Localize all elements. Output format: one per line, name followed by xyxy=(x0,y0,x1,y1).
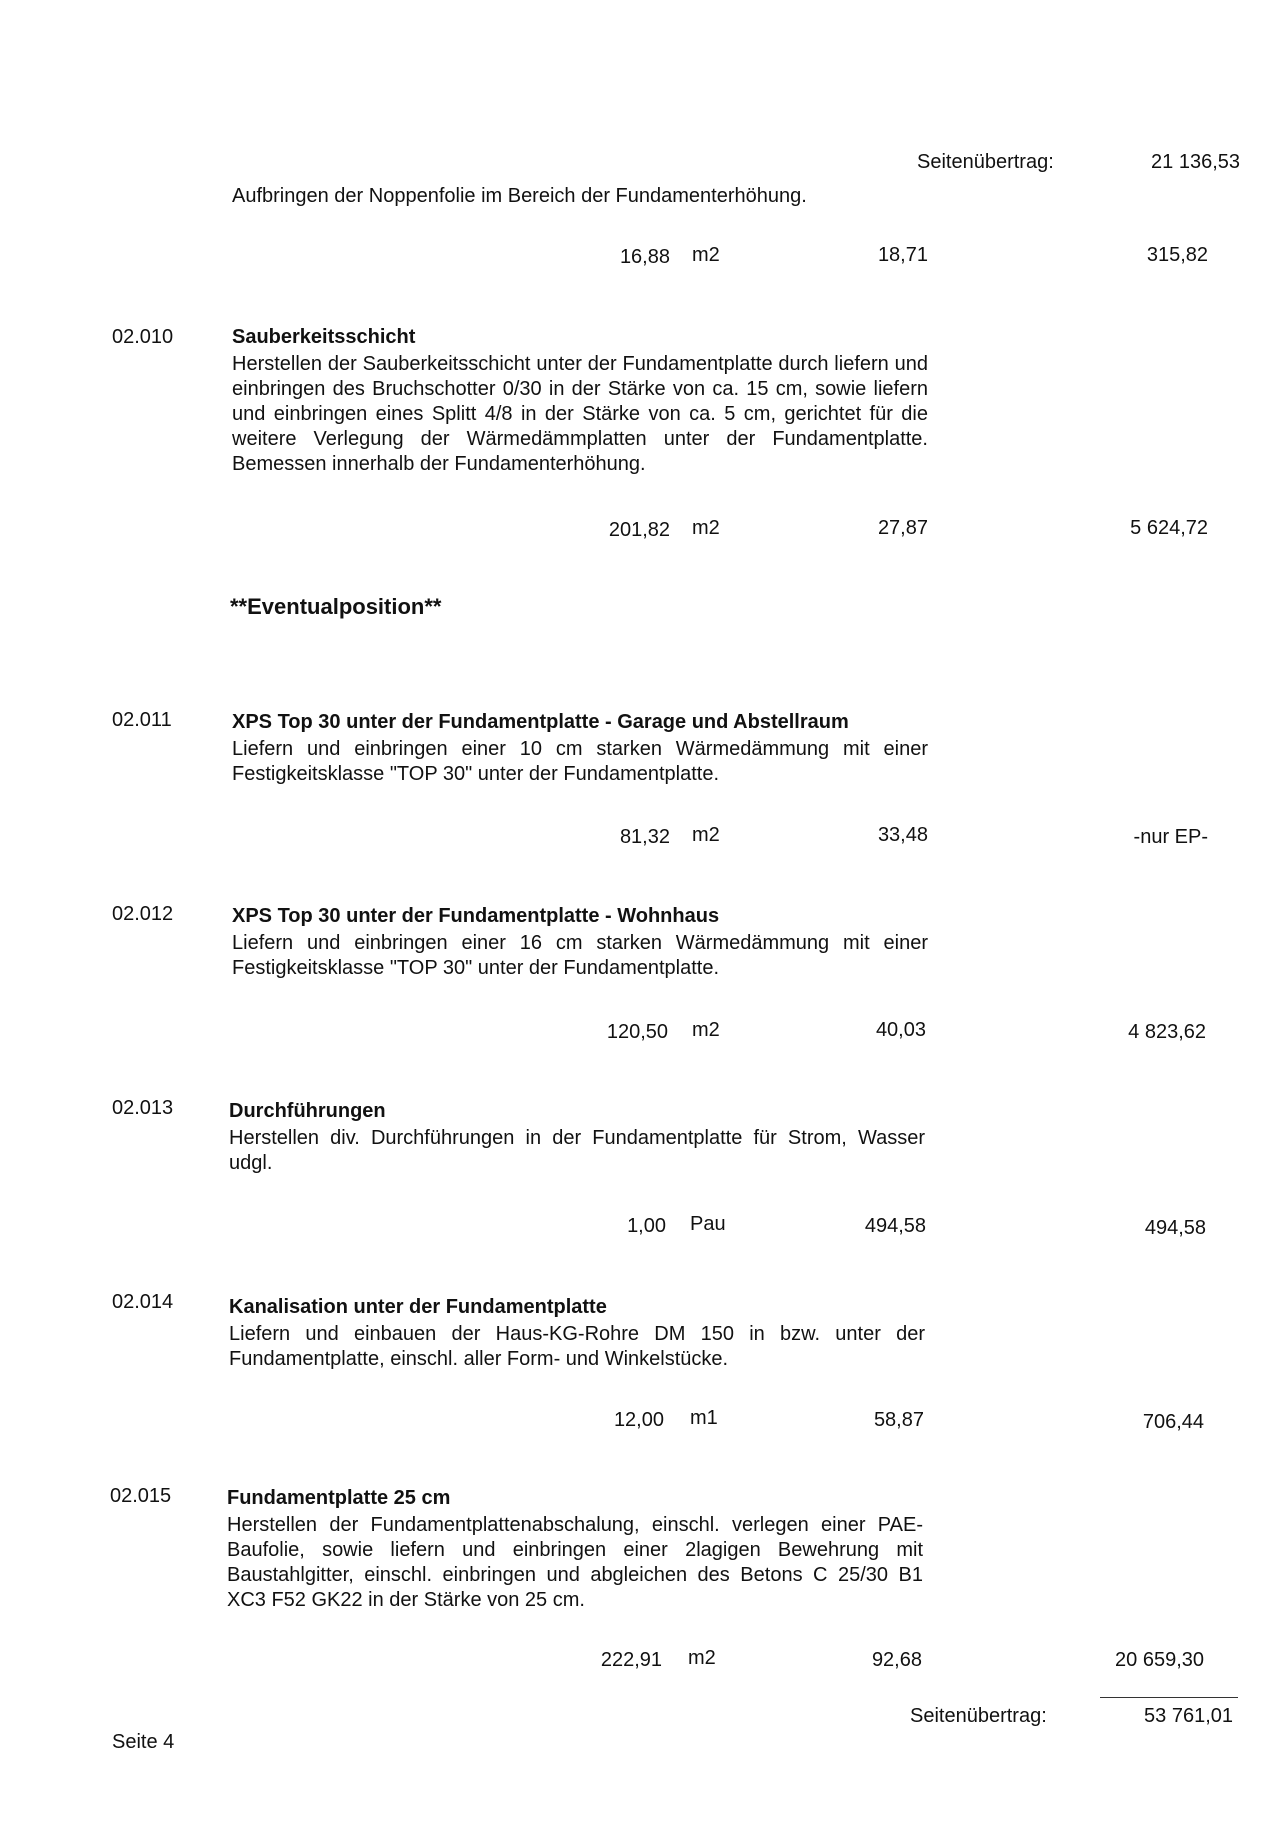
position-total: 20 659,30 xyxy=(1115,1649,1204,1671)
sum-divider xyxy=(1100,1697,1238,1698)
intro-total: 315,82 xyxy=(1146,244,1208,266)
position-unit: m1 xyxy=(690,1407,718,1429)
intro-price: 18,71 xyxy=(877,244,928,266)
position-qty: 201,82 xyxy=(608,519,670,541)
position-unit: m2 xyxy=(692,824,720,846)
position-description: Liefern und einbringen einer 16 cm starken Wärmedämmung mit einer Festigkeitsklasse "TOP 30" unter der Fundamentplatte. xyxy=(232,932,928,979)
intro-unit: m2 xyxy=(692,244,720,266)
position-code: 02.014 xyxy=(112,1291,174,1313)
position-code: 02.015 xyxy=(110,1485,172,1507)
footer-carry-label: Seitenübertrag: xyxy=(910,1705,1047,1727)
position-title: XPS Top 30 unter der Fundamentplatte - Garage und Abstellraum xyxy=(232,711,849,733)
position-code: 02.010 xyxy=(112,326,174,348)
position-price: 58,87 xyxy=(873,1409,924,1431)
position-description: Herstellen div. Durchführungen in der Fundamentplatte für Strom, Wasser udgl. xyxy=(229,1127,925,1174)
position-qty: 81,32 xyxy=(619,826,670,848)
position-total: 706,44 xyxy=(1142,1411,1204,1433)
position-qty: 1,00 xyxy=(627,1215,666,1237)
position-code: 02.011 xyxy=(112,709,172,731)
position-title: Fundamentplatte 25 cm xyxy=(227,1487,451,1509)
position-qty: 120,50 xyxy=(606,1021,668,1043)
position-price: 27,87 xyxy=(877,517,928,539)
position-total: 4 823,62 xyxy=(1128,1021,1206,1043)
position-total: 5 624,72 xyxy=(1130,517,1208,539)
position-unit: m2 xyxy=(692,517,720,539)
position-description: Herstellen der Fundamentplattenabschalung, einschl. verlegen einer PAE-Baufolie, sowie liefern und einbringen einer 2lagigen Bewehrung mit Baustahlgitter, einschl. einbringen und abgleichen des Betons C 25/30 B1 XC3 F52 GK22 in der Stärke von 25 cm. xyxy=(227,1514,923,1611)
position-unit: m2 xyxy=(688,1647,716,1669)
position-unit: m2 xyxy=(692,1019,720,1041)
intro-text: Aufbringen der Noppenfolie im Bereich der Fundamenterhöhung. xyxy=(232,185,807,207)
position-qty: 222,91 xyxy=(600,1649,662,1671)
eventual-position-note: **Eventualposition** xyxy=(230,594,442,619)
position-total: 494,58 xyxy=(1144,1217,1206,1239)
position-description: Herstellen der Sauberkeitsschicht unter der Fundamentplatte durch liefern und einbringen des Bruchschotter 0/30 in der Stärke von ca. 15 cm, sowie liefern und einbringen eines Splitt 4/8 in der Stärke von ca. 5 cm, gerichtet für die weitere Verlegung der Wärmedämmplatten unter der Fundamentplatte. Bemessen innerhalb der Fundamenterhöhung. xyxy=(232,353,928,475)
footer-carry-value: 53 761,01 xyxy=(1144,1705,1233,1727)
page-number: Seite 4 xyxy=(112,1731,175,1753)
position-title: Durchführungen xyxy=(229,1100,386,1122)
intro-qty: 16,88 xyxy=(619,246,670,268)
position-price: 40,03 xyxy=(875,1019,926,1041)
position-description: Liefern und einbauen der Haus-KG-Rohre DM 150 in bzw. unter der Fundamentplatte, einschl. aller Form- und Winkelstücke. xyxy=(229,1323,925,1370)
header-carry-value: 21 136,53 xyxy=(1151,151,1240,173)
position-total: -nur EP- xyxy=(1133,826,1208,848)
position-qty: 12,00 xyxy=(613,1409,664,1431)
header-carry-label: Seitenübertrag: xyxy=(917,151,1054,173)
position-description: Liefern und einbringen einer 10 cm starken Wärmedämmung mit einer Festigkeitsklasse "TOP 30" unter der Fundamentplatte. xyxy=(232,738,928,785)
position-price: 33,48 xyxy=(877,824,928,846)
position-title: Sauberkeitsschicht xyxy=(232,326,416,348)
position-code: 02.012 xyxy=(112,903,174,925)
position-code: 02.013 xyxy=(112,1097,174,1119)
position-unit: Pau xyxy=(690,1213,726,1235)
position-title: Kanalisation unter der Fundamentplatte xyxy=(229,1296,607,1318)
position-title: XPS Top 30 unter der Fundamentplatte - Wohnhaus xyxy=(232,905,720,927)
position-price: 92,68 xyxy=(871,1649,922,1671)
position-price: 494,58 xyxy=(864,1215,926,1237)
